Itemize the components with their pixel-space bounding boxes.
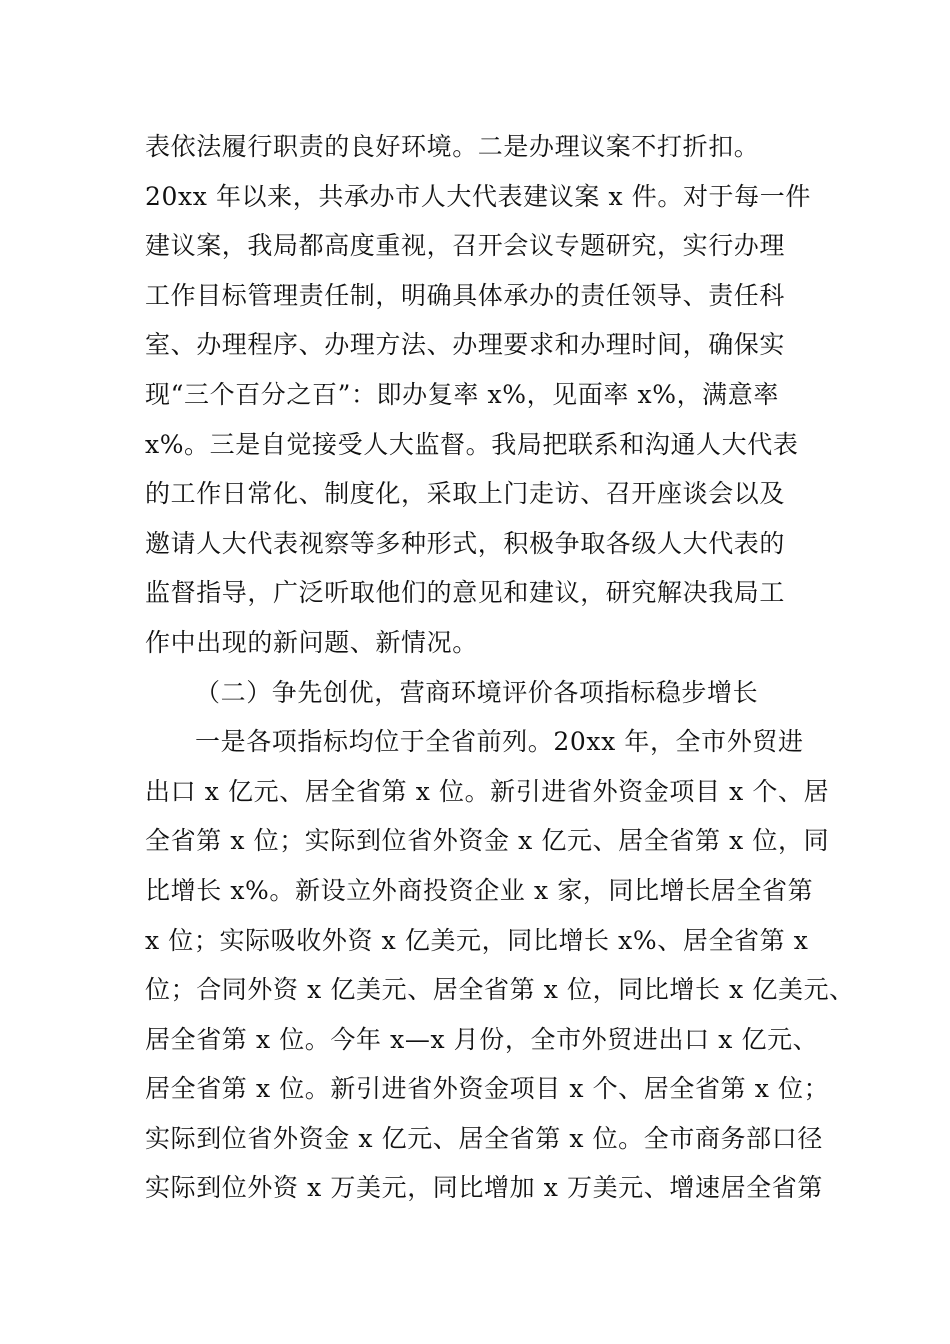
text-line: 20xx 年以来，共承办市人大代表建议案 x 件。对于每一件: [145, 181, 811, 211]
text-line: 作中出现的新问题、新情况。: [145, 627, 478, 657]
section-heading: （二）争先创优，营商环境评价各项指标稳步增长: [195, 677, 759, 707]
text-line: x 位；实际吸收外资 x 亿美元，同比增长 x%、居全省第 x: [145, 925, 809, 955]
text-line: 居全省第 x 位。今年 x—x 月份，全市外贸进出口 x 亿元、: [145, 1024, 819, 1054]
text-line: 实际到位省外资金 x 亿元、居全省第 x 位。全市商务部口径: [145, 1123, 823, 1153]
text-line: 出口 x 亿元、居全省第 x 位。新引进省外资金项目 x 个、居: [145, 776, 830, 806]
text-line: 表依法履行职责的良好环境。二是办理议案不打折扣。: [145, 132, 760, 161]
text-line: 比增长 x%。新设立外商投资企业 x 家，同比增长居全省第: [145, 875, 814, 905]
text-line: 位；合同外资 x 亿美元、居全省第 x 位，同比增长 x 亿美元、: [145, 975, 855, 1005]
text-line: 室、办理程序、办理方法、办理要求和办理时间，确保实: [145, 330, 786, 360]
body-text: [145, 122, 855, 1213]
text-line: 工作目标管理责任制，明确具体承办的责任领导、责任科: [145, 280, 786, 310]
text-line: 邀请人大代表视察等多种形式，积极争取各级人大代表的: [145, 528, 786, 558]
text-line: 居全省第 x 位。新引进省外资金项目 x 个、居全省第 x 位；: [145, 1074, 830, 1104]
text-line: 的工作日常化、制度化，采取上门走访、召开座谈会以及: [145, 479, 786, 509]
text-line: 全省第 x 位；实际到位省外资金 x 亿元、居全省第 x 位，同: [145, 826, 830, 856]
paragraph-start-line: 一是各项指标均位于全省前列。20xx 年，全市外贸进: [195, 727, 804, 757]
text-line: 现“三个百分之百”：即办复率 x%，见面率 x%，满意率: [145, 379, 779, 409]
text-line: 建议案，我局都高度重视，召开会议专题研究，实行办理: [145, 231, 786, 261]
text-line: 实际到位外资 x 万美元，同比增加 x 万美元、增速居全省第: [145, 1173, 823, 1203]
text-line: 监督指导，广泛听取他们的意见和建议，研究解决我局工: [145, 578, 786, 608]
text-line: x%。三是自觉接受人大监督。我局把联系和沟通人大代表: [145, 429, 799, 459]
